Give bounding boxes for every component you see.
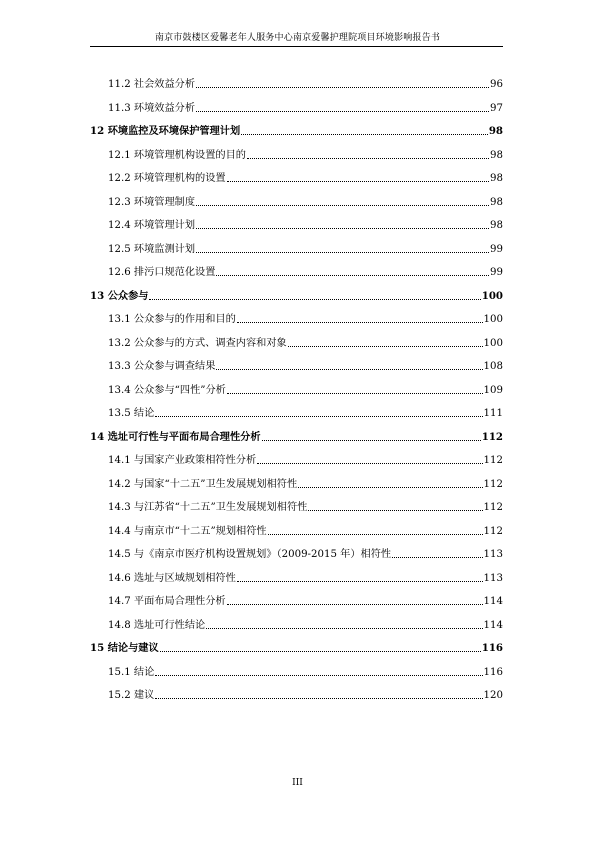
toc-entry[interactable] — [90, 522, 503, 538]
toc-entry[interactable] — [90, 193, 503, 209]
toc-entry-page: 108 — [483, 361, 503, 372]
toc-entry-page: 96 — [490, 79, 503, 90]
toc-entry-page: 113 — [483, 572, 503, 584]
toc-entry-page: 100 — [483, 337, 503, 349]
toc-entry-page: 98 — [490, 220, 503, 231]
toc-dot-leader — [196, 87, 489, 88]
toc-entry[interactable] — [90, 451, 503, 467]
toc-entry[interactable] — [90, 686, 503, 702]
toc-entry-title: 13 公众参与 — [90, 289, 149, 302]
toc-entry-page: 98 — [490, 173, 503, 184]
toc-entry-page: 113 — [483, 549, 503, 560]
toc-entry-title: 12.3 环境管理制度 — [108, 196, 196, 208]
toc-entry[interactable] — [90, 498, 503, 514]
toc-dot-leader — [227, 181, 489, 182]
toc-entry-page: 98 — [490, 149, 503, 161]
toc-entry-page: 114 — [483, 596, 503, 607]
running-header: 南京市鼓楼区爱馨老年人服务中心南京爱馨护理院项目环境影响报告书 — [154, 33, 441, 43]
toc-dot-leader — [237, 322, 483, 323]
toc-entry-page: 98 — [488, 125, 503, 137]
toc-entry-title: 12 环境监控及环境保护管理计划 — [90, 125, 241, 137]
toc-dot-leader — [196, 111, 489, 112]
toc-entry[interactable] — [90, 545, 503, 561]
toc-entry-title: 14.5 与《南京市医疗机构设置规划》（2009-2015 年）相符性 — [108, 549, 392, 560]
toc-entry[interactable] — [90, 310, 503, 326]
toc-dot-leader — [268, 534, 483, 535]
toc-dot-leader — [196, 228, 489, 229]
toc-entry[interactable] — [90, 357, 503, 373]
toc-dot-leader — [227, 604, 483, 605]
toc-entry-page: 120 — [483, 690, 503, 701]
toc-entry[interactable] — [90, 381, 503, 397]
toc-dot-leader — [247, 158, 489, 159]
toc-entry[interactable] — [90, 592, 503, 608]
toc-dot-leader — [196, 252, 489, 253]
toc-entry-title: 14.3 与江苏省“十二五”卫生发展规划相符性 — [108, 502, 308, 513]
toc-entry-page: 112 — [483, 525, 503, 537]
toc-entry-title: 14.4 与南京市“十二五”规划相符性 — [108, 525, 267, 537]
toc-dot-leader — [160, 651, 481, 652]
toc-entry-page: 116 — [481, 642, 503, 654]
toc-entry-title: 14.6 选址与区域规划相符性 — [108, 572, 236, 584]
toc-dot-leader — [155, 416, 482, 417]
toc-entry[interactable] — [90, 216, 503, 232]
toc-entry-title: 14.1 与国家产业政策相符性分析 — [108, 455, 257, 466]
toc-entry[interactable] — [90, 475, 503, 491]
toc-entry-title: 14.7 平面布局合理性分析 — [108, 596, 226, 607]
toc-entry-title: 11.3 环境效益分析 — [108, 102, 196, 114]
toc-entry-page: 112 — [481, 430, 503, 443]
toc-entry[interactable] — [90, 263, 503, 279]
toc-dot-leader — [149, 299, 480, 300]
toc-entry-page: 97 — [490, 102, 503, 114]
toc-entry-page: 98 — [490, 196, 503, 208]
toc-dot-leader — [241, 134, 488, 135]
toc-dot-leader — [262, 440, 481, 441]
toc-entry-title: 12.5 环境监测计划 — [108, 243, 196, 255]
toc-entry-title: 14 选址可行性与平面布局合理性分析 — [90, 430, 261, 443]
toc-entry-title: 12.4 环境管理计划 — [108, 220, 196, 231]
toc-entry-title: 12.2 环境管理机构的设置 — [108, 173, 226, 184]
toc-dot-leader — [257, 463, 482, 464]
toc-entry-title: 13.1 公众参与的作用和目的 — [108, 314, 236, 325]
toc-entry[interactable] — [90, 169, 503, 185]
toc-entry[interactable] — [90, 146, 503, 162]
toc-dot-leader — [206, 628, 482, 629]
toc-entry[interactable] — [90, 569, 503, 585]
toc-entry[interactable] — [90, 240, 503, 256]
toc-entry-page: 99 — [490, 243, 503, 255]
toc-entry-title: 13.3 公众参与调查结果 — [108, 361, 216, 372]
toc-dot-leader — [288, 346, 483, 347]
header-rule — [90, 46, 503, 47]
toc-entry-title: 15.2 建议 — [108, 690, 155, 701]
toc-entry-page: 99 — [490, 267, 503, 278]
toc-entry[interactable] — [90, 639, 503, 655]
toc-entry[interactable] — [90, 122, 503, 138]
toc-entry-page: 100 — [481, 289, 503, 302]
toc-entry-title: 12.6 排污口规范化设置 — [108, 267, 216, 278]
toc-entry-title: 14.2 与国家“十二五”卫生发展规划相符性 — [108, 478, 298, 490]
toc-entry[interactable] — [90, 287, 503, 303]
toc-entry[interactable] — [90, 428, 503, 444]
toc-entry-page: 112 — [483, 478, 503, 490]
toc-dot-leader — [155, 698, 482, 699]
toc-dot-leader — [155, 675, 482, 676]
toc-entry-title: 13.4 公众参与“四性”分析 — [108, 384, 226, 396]
toc-dot-leader — [196, 205, 489, 206]
toc-entry-title: 12.1 环境管理机构设置的目的 — [108, 149, 246, 161]
toc-entry[interactable] — [90, 404, 503, 420]
toc-entry-page: 112 — [483, 455, 503, 466]
toc-dot-leader — [308, 510, 482, 511]
toc-dot-leader — [216, 275, 489, 276]
toc-entry-page: 112 — [483, 502, 503, 513]
toc-dot-leader — [298, 487, 482, 488]
toc-entry[interactable] — [90, 334, 503, 350]
toc-dot-leader — [216, 369, 482, 370]
page-number: III — [292, 778, 303, 788]
toc-entry-page: 111 — [483, 408, 503, 419]
toc-entry[interactable] — [90, 663, 503, 679]
toc-entry-page: 114 — [483, 619, 503, 631]
toc-dot-leader — [237, 581, 483, 582]
toc-entry-page: 116 — [483, 666, 503, 678]
toc-entry[interactable] — [90, 75, 503, 91]
toc-entry-title: 11.2 社会效益分析 — [108, 79, 196, 90]
toc-entry[interactable] — [90, 616, 503, 632]
toc-entry-title: 15.1 结论 — [108, 666, 155, 678]
toc-dot-leader — [392, 557, 482, 558]
toc-entry-title: 13.2 公众参与的方式、调查内容和对象 — [108, 337, 287, 349]
toc-entry-page: 100 — [483, 314, 503, 325]
toc-entry-title: 15 结论与建议 — [90, 642, 159, 654]
toc-dot-leader — [227, 393, 483, 394]
toc-entry-title: 14.8 选址可行性结论 — [108, 619, 206, 631]
toc-entry-title: 13.5 结论 — [108, 408, 155, 419]
toc-entry[interactable] — [90, 99, 503, 115]
toc-entry-page: 109 — [483, 384, 503, 396]
